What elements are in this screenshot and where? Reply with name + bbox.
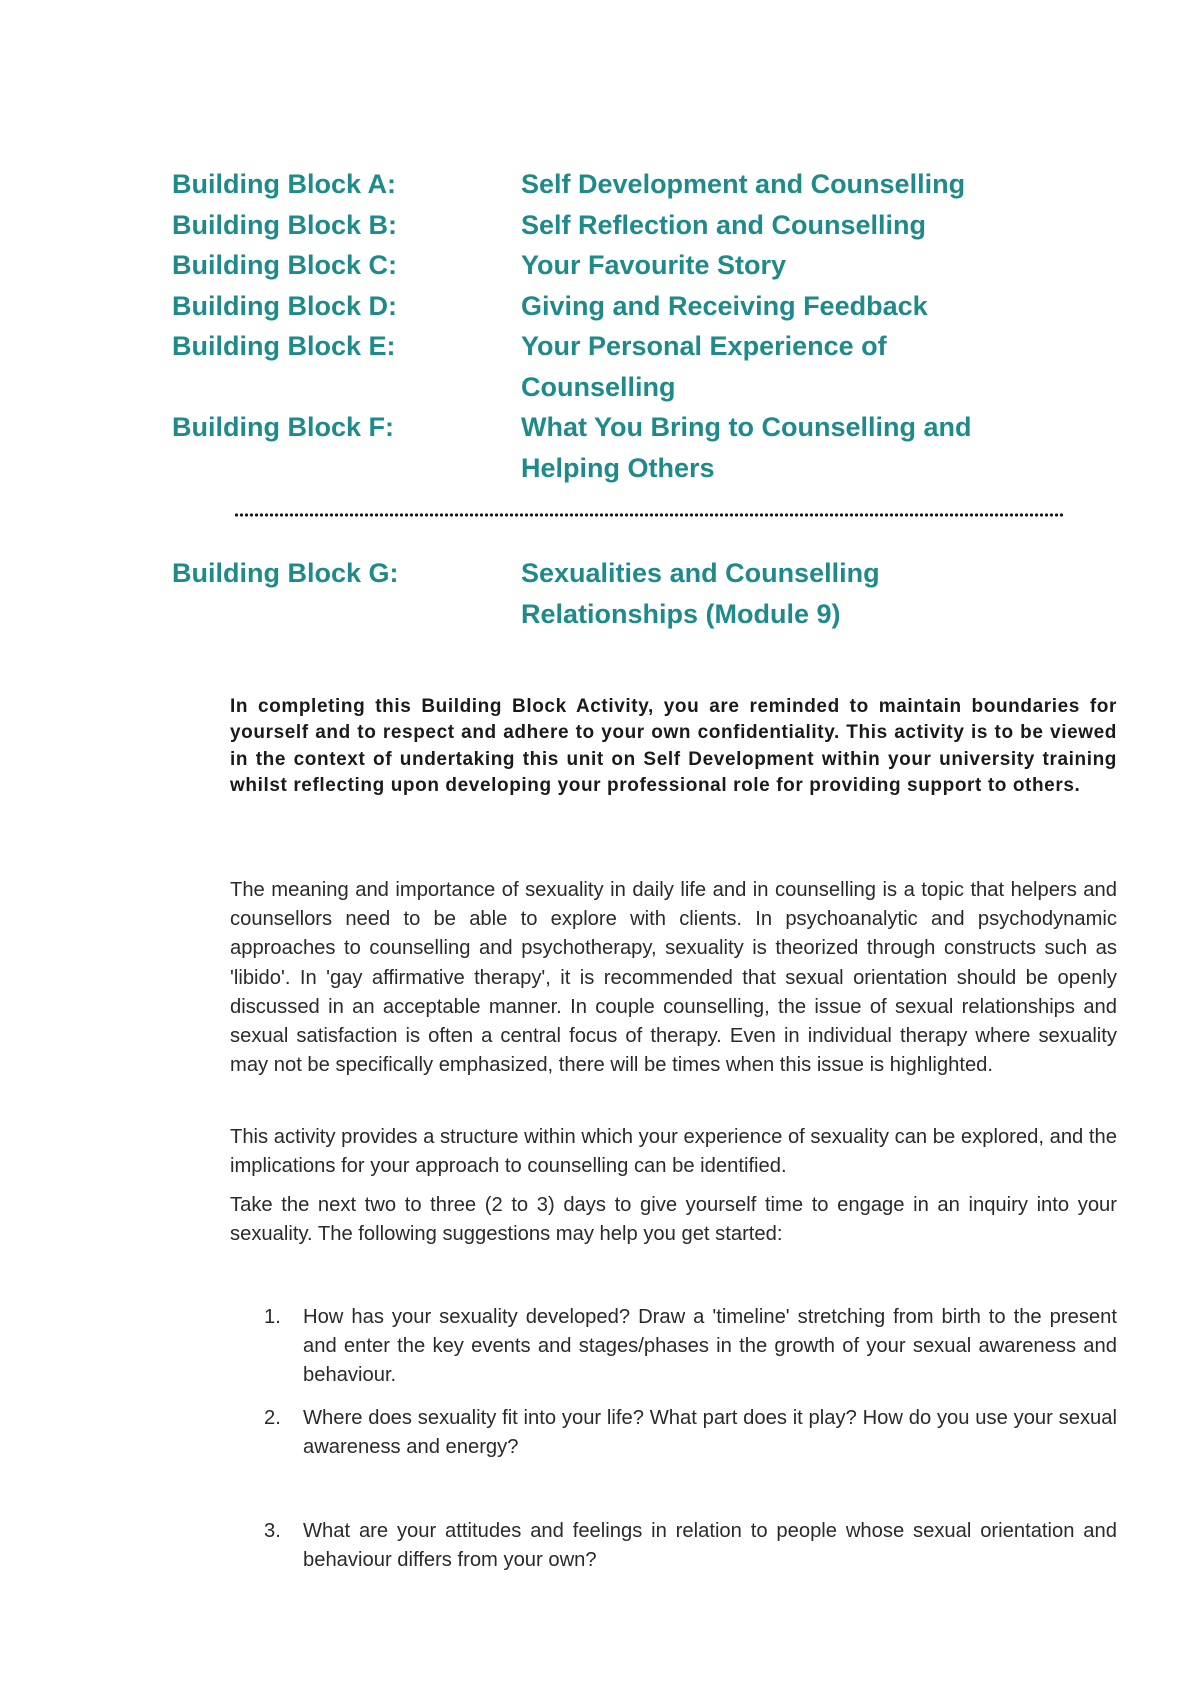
dotted-divider <box>234 512 1064 518</box>
block-title: Sexualities and Counselling Relationships (Module 9) <box>521 558 880 629</box>
building-block-a <box>172 164 1072 205</box>
confidentiality-notice: In completing this Building Block Activity, you are reminded to maintain boundaries for yourself and to respect and adhere to your own confidentiality. This activity is to be viewed in the context of undertaking this unit on Self Development within your university training whilst reflecting upon developing your professional role for providing support to others. <box>230 696 1117 796</box>
block-label: Building Block A: <box>172 169 396 199</box>
block-title: What You Bring to Counselling and Helping Others <box>521 412 972 483</box>
current-building-block <box>172 553 1072 634</box>
list-item <box>264 1517 1117 1575</box>
building-block-d <box>172 286 1072 327</box>
block-title: Your Favourite Story <box>521 250 787 280</box>
building-block-f <box>172 407 1072 488</box>
item-number: 3. <box>264 1520 281 1542</box>
block-label: Building Block E: <box>172 331 396 361</box>
block-title: Self Development and Counselling <box>521 169 966 199</box>
building-block-list <box>172 164 1072 488</box>
item-text: How has your sexuality developed? Draw a 'timeline' stretching from birth to the present and enter the key events and stages/phases in the growth of your sexual awareness and behaviour. <box>303 1306 1117 1387</box>
building-block-b <box>172 205 1072 246</box>
block-label: Building Block B: <box>172 209 397 240</box>
building-block-e <box>172 326 1072 407</box>
intro-paragraph: The meaning and importance of sexuality in daily life and in counselling is a topic that helpers and counsellors need to be able to explore with clients. In psychoanalytic and psychodynamic approaches to counselling and psychotherapy, sexuality is theorized through constructs such as 'libido'. In 'gay affirmative therapy', it is recommended that sexual orientation should be openly discussed in an acceptable manner. In couple counselling, the issue of sexual relationships and sexual satisfaction is often a central focus of therapy. Even in individual therapy where sexuality may not be specifically emphasized, there will be times when this issue is highlighted. <box>230 879 1117 1077</box>
building-block-g <box>172 553 1072 634</box>
item-text: Where does sexuality fit into your life? What part does it play? How do you use your sexual awareness and energy? <box>303 1407 1117 1459</box>
building-block-c <box>172 245 1072 286</box>
list-item <box>264 1404 1117 1462</box>
block-title: Giving and Receiving Feedback <box>521 290 928 321</box>
instructions-paragraph: Take the next two to three (2 to 3) days to give yourself time to engage in an inquiry into your sexuality. The following suggestions may help you get started: <box>230 1194 1117 1246</box>
item-text: What are your attitudes and feelings in relation to people whose sexual orientation and behaviour differs from your own? <box>303 1520 1117 1572</box>
block-label: Building Block G: <box>172 558 399 588</box>
block-label: Building Block F: <box>172 412 394 442</box>
block-label: Building Block C: <box>172 250 397 280</box>
block-title: Your Personal Experience of Counselling <box>521 331 887 402</box>
item-number: 2. <box>264 1407 281 1429</box>
item-number: 1. <box>264 1306 281 1328</box>
list-item <box>264 1303 1117 1391</box>
activity-paragraph: This activity provides a structure within which your experience of sexuality can be explored, and the implications for your approach to counselling can be identified. <box>230 1126 1117 1178</box>
block-title: Self Reflection and Counselling <box>521 209 927 240</box>
block-label: Building Block D: <box>172 290 397 321</box>
